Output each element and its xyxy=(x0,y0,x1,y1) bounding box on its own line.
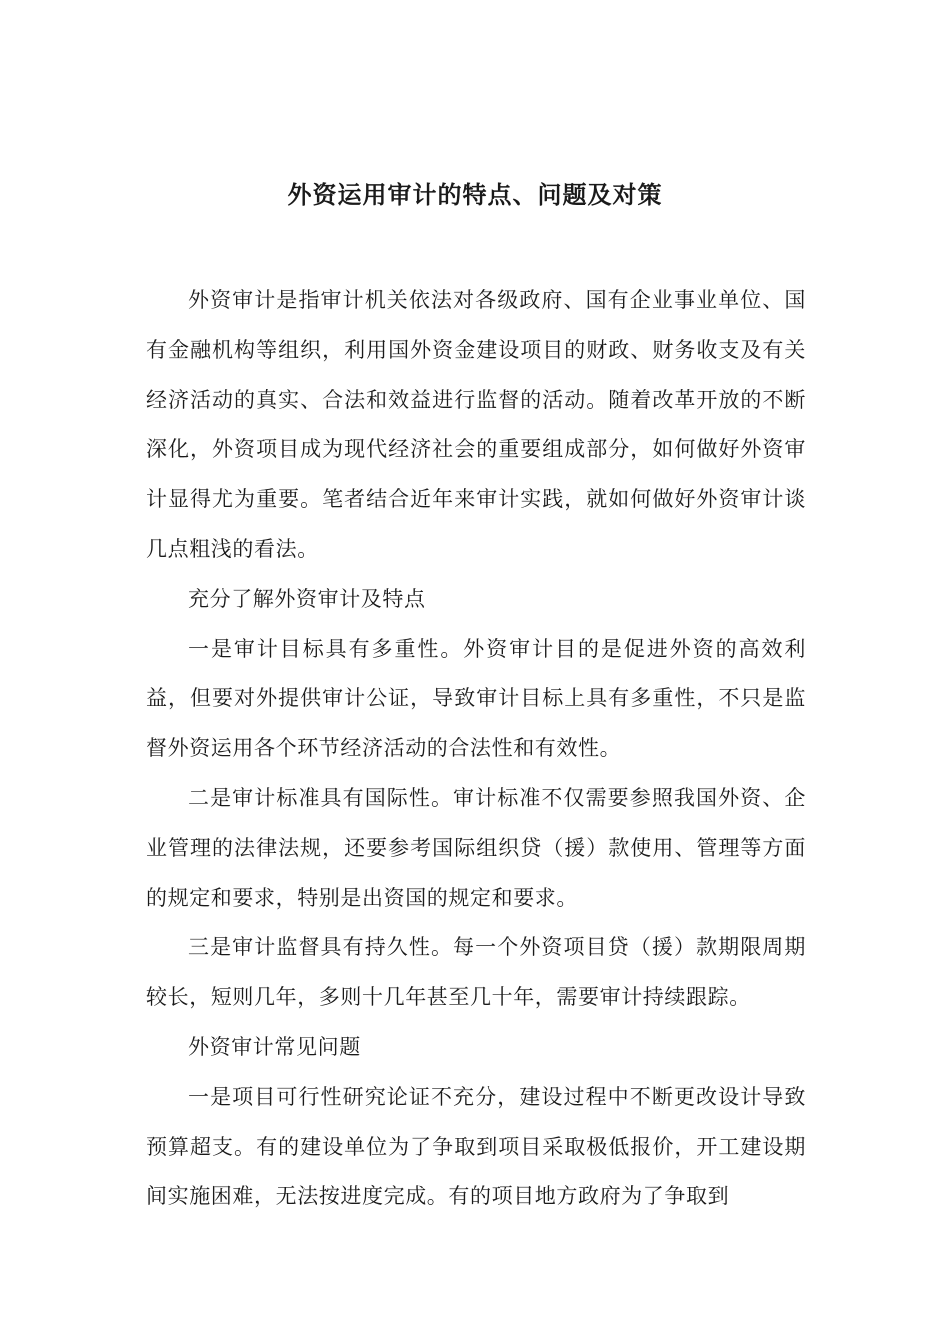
document-body xyxy=(146,276,806,1222)
section-heading-problems: 外资审计常见问题 xyxy=(188,1034,361,1059)
paragraph-feature-2: 二是审计标准具有国际性。审计标准不仅需要参照我国外资、企业管理的法律法规，还要参考国际组织贷（援）款使用、管理等方面的规定和要求，特别是出资国的规定和要求。 xyxy=(146,785,806,910)
document-title: 外资运用审计的特点、问题及对策 xyxy=(287,180,663,210)
paragraph-feature-3: 三是审计监督具有持久性。每一个外资项目贷（援）款期限周期较长，短则几年，多则十几年甚至几十年，需要审计持续跟踪。 xyxy=(146,935,806,1010)
paragraph-intro: 外资审计是指审计机关依法对各级政府、国有企业事业单位、国有金融机构等组织，利用国外资金建设项目的财政、财务收支及有关经济活动的真实、合法和效益进行监督的活动。随着改革开放的不断深化，外资项目成为现代经济社会的重要组成部分，如何做好外资审计显得尤为重要。笔者结合近年来审计实践，就如何做好外资审计谈几点粗浅的看法。 xyxy=(146,288,806,561)
section-heading-features: 充分了解外资审计及特点 xyxy=(188,586,426,611)
paragraph-problem-1: 一是项目可行性研究论证不充分，建设过程中不断更改设计导致预算超支。有的建设单位为了争取到项目采取极低报价，开工建设期间实施困难，无法按进度完成。有的项目地方政府为了争取到 xyxy=(146,1084,806,1209)
paragraph-feature-1: 一是审计目标具有多重性。外资审计目的是促进外资的高效利益，但要对外提供审计公证，导致审计目标上具有多重性，不只是监督外资运用各个环节经济活动的合法性和有效性。 xyxy=(146,636,806,761)
